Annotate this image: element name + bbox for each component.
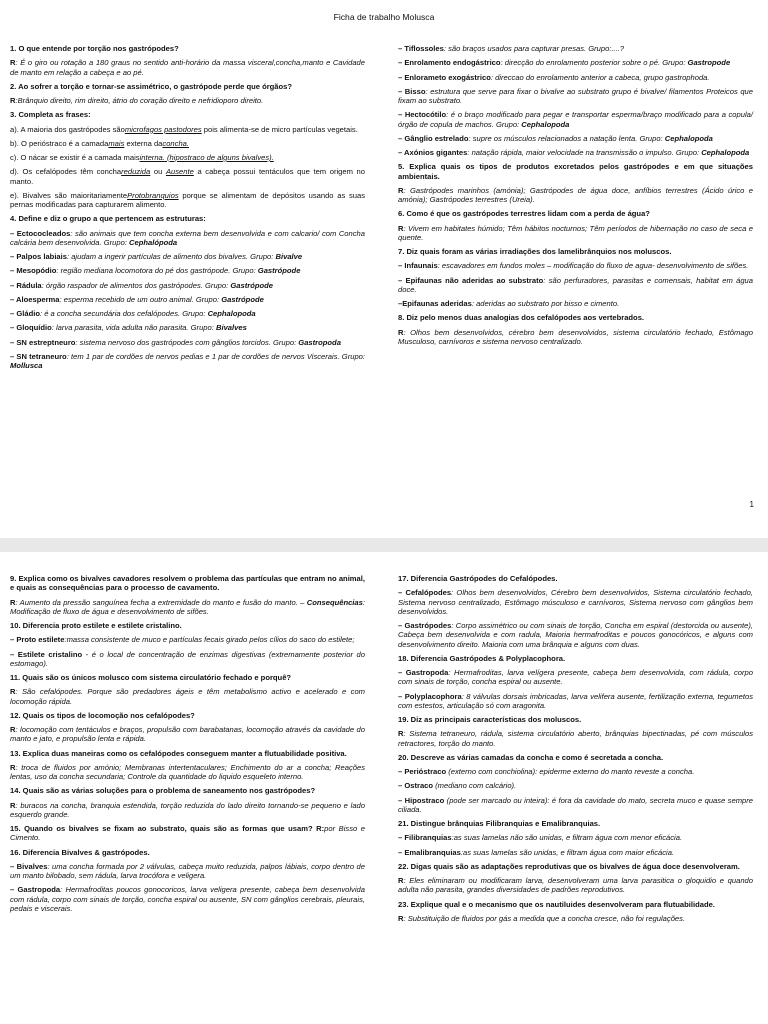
definition-text: : escavadores em fundos moles – modificação do fluxo de agua- desenvolvimento de sifões. — [437, 261, 749, 271]
question — [10, 82, 365, 91]
term-label: – Emalibranquias — [398, 847, 461, 857]
definition-text: : Modificação de fluxo de água e desenvolvimento de sifões. — [10, 597, 365, 616]
answer-block — [10, 323, 365, 332]
definition-text: : Gastrópodes marinhos (amónia); Gastrópodes de água doce, anfíbios terrestres (Ácido úrico e amónia); Gastrópodes terrestres (Ureia). — [398, 185, 753, 204]
term-label: – SN tetraneuro — [10, 351, 67, 361]
term-label: – Gloquídio — [10, 323, 52, 333]
definition-text: : Substituição de fluidos por gás a medida que a concha cresce, não foi regulações. — [403, 913, 686, 923]
question — [10, 824, 365, 843]
answer-block — [398, 186, 753, 205]
term-label: R — [10, 96, 16, 105]
question — [10, 673, 365, 682]
sentence-text: a cabeça possui tentáculos que tem origem no manto. — [10, 167, 365, 186]
answer-block — [398, 44, 753, 53]
answer-block — [10, 801, 365, 820]
definition-text: : larva parasita, vida adulta não parasita. Grupo: — [51, 323, 216, 333]
term-label: R — [398, 913, 404, 923]
answer-block — [10, 338, 365, 347]
answer-block — [10, 281, 365, 290]
definition-text: : troca de fluidos por amónio; Membranas intertentaculares; Enchimento do ar a concha; Reações lentas, uso da concha secundaria; Controle da quantidade do liquido esqueleto interno. — [10, 762, 365, 781]
answer-block — [10, 153, 365, 162]
blank-answer: concha. — [162, 138, 190, 148]
answer-block — [398, 148, 753, 157]
term-label: R — [10, 58, 16, 68]
answer-block — [398, 87, 753, 106]
definition-text: : ajudam a ingerir partículas de alimento dos bivalves. Grupo: — [66, 252, 276, 261]
term-label: R — [398, 223, 404, 233]
answer-block — [398, 621, 753, 649]
page2-right-column — [398, 574, 753, 928]
answer-block — [10, 352, 365, 371]
group-name: Gastropode — [687, 58, 731, 68]
term-label: R — [398, 876, 404, 885]
definition-text: : Hermafroditas, larva velígera presente, cabeça bem desenvolvida, com rádula, corpo com sinais de torção, concha espiral ou ausente. — [398, 668, 753, 687]
definition-text: : é a concha secundária dos cefalópodes. Grupo: — [39, 309, 208, 318]
definition-text: : natação rápida, maior velocidade na transmissão o impulso. Grupo: — [467, 148, 702, 157]
answer-block — [398, 796, 753, 815]
answer-block — [398, 692, 753, 711]
question-text: 3. Completa as frases: — [10, 110, 91, 120]
term-label: R — [10, 762, 16, 772]
term-label: R — [10, 597, 16, 607]
definition-text: : Eles eliminaram ou modificaram larva, desenvolveram uma larva parasitica o gloquidio e quando adulta não parasita, grandes diversidades de padrões reprodutivos. — [398, 876, 753, 895]
answer-block — [10, 862, 365, 881]
question-text: 8. Diz pelo menos duas analogias dos cefalópodes aos vertebrados. — [398, 313, 645, 323]
sentence-text: ou — [150, 167, 166, 177]
sentence-text: externa da — [124, 138, 163, 148]
answer-block — [398, 299, 753, 308]
term-label: – Ectococleados — [10, 228, 71, 238]
definition-text: : Vivem em habitates húmido; Têm hábitos nocturnos; Têm períodos de hibernação no caso de seca e quente. — [398, 223, 753, 242]
question-text: 1. O que entende por torção nos gastrópodes? — [10, 44, 179, 53]
term-label: – Gânglio estrelado — [398, 133, 469, 143]
question — [10, 621, 365, 630]
term-label: – Perióstraco — [398, 767, 447, 776]
question-text: 9. Explica como os bivalves cavadores resolvem o problema das partículas que entram no animal, e quais as consequências para o processo de cavamento. — [10, 574, 365, 593]
term-label: R — [10, 725, 16, 734]
answer-block — [10, 687, 365, 706]
definition-text: : locomoção com tentáculos e braços, propulsão com barabatanas, locomoção através da cavidade do manto e jato, e propulsão lenta e rápida. — [10, 725, 365, 744]
question — [10, 711, 365, 720]
answer-block — [398, 588, 753, 616]
definition-text: : é o braço modificado para pegar e transportar esperma/braço modificado para a copula/órgão de copula de machos. Grupo: — [398, 110, 754, 129]
group-name: Cephalopoda — [701, 148, 750, 157]
group-name: Gastrópode — [257, 266, 301, 276]
page1-left-column — [10, 44, 365, 375]
definition-text: : buracos na concha, branquia estendida, torção reduzida do lado direito tornando-se pequeno e lado esquerdo grande. — [10, 800, 365, 819]
page-number: 1 — [749, 500, 754, 509]
term-label: – Cefalópodes — [398, 588, 452, 598]
term-label: – Hipostraco — [398, 795, 445, 805]
group-name: Cephalópoda — [129, 237, 178, 247]
definition-text: : estrutura que serve para fixar o bivalve ao substrato grupo é bivalve/ filamentos Proteicos que fixam ao substrato. — [398, 86, 753, 105]
term-label: – Enlorameto exogástrico — [398, 72, 491, 82]
definition-text: : são perfuradores, parasitas e comensais, habitat em água doce. — [398, 275, 753, 294]
definition-text: : órgão raspador de alimentos dos gastrópodes. Grupo: — [41, 280, 231, 290]
blank-answer: microfagos pastodores — [124, 124, 202, 134]
question — [398, 862, 753, 871]
question — [398, 313, 753, 322]
answer-block — [398, 73, 753, 82]
question — [398, 819, 753, 828]
answer-block — [10, 885, 365, 913]
definition-text: : são animais que tem concha externa bem desenvolvida e com calcario/ com Concha calcária bem desenvolvida. Grupo: — [10, 228, 365, 247]
question — [398, 900, 753, 909]
definition-text: : Hermafroditas poucos gonocoricos, larva veligera presente, cabeça bem desenvolvida com rádula, corpo com sinais de torção, concha espiral ou ausente, SN com gânglios cerebrais, pleurais, pedais e viscerais. — [10, 885, 365, 913]
term-label: – Filibranquias — [398, 833, 452, 843]
question-text: 14. Quais são as várias soluções para o problema de saneamento nos gastrópodes? — [10, 786, 316, 796]
page2-left-column — [10, 574, 365, 918]
question-text: 20. Descreve as várias camadas da concha e como é secretada a concha. — [398, 752, 664, 762]
question — [398, 753, 753, 762]
term-label: – Gládio — [10, 309, 40, 318]
document-title: Ficha de trabalho Molusca — [333, 12, 435, 22]
definition-text: : esperma recebido de um outro animal. Grupo: — [59, 294, 222, 304]
term-label: – Gastropoda — [398, 668, 449, 677]
question-text: 11. Quais são os únicos molusco com sistema circulatório fechado e porquê? — [10, 673, 292, 682]
term-label: R — [398, 729, 404, 739]
term-label: – Bivalves — [10, 861, 48, 871]
answer-block — [10, 598, 365, 617]
answer-block — [398, 668, 753, 687]
definition-text: : tem 1 par de cordões de nervos pedias e 1 par de cordões de nervos Viscerais. Grupo: — [66, 351, 366, 361]
definition-text: - é o local de concentração de enzimas digestivas (extremamente posterior do estomago). — [10, 649, 366, 668]
question-text: 2. Ao sofrer a torção e tornar-se assimétrico, o gastrópode perde que órgãos? — [10, 81, 293, 91]
question-text: 22. Digas quais são as adaptações reprodutivas que os bivalves de água doce desenvolveram. — [398, 861, 740, 871]
term-label: R — [398, 327, 404, 337]
question-text: 5. Explica quais os tipos de produtos excretados pelos gastrópodes e em que situações ambientais. — [398, 162, 753, 181]
term-label: – Axónios gigantes — [398, 148, 468, 157]
term-label: – Epifaunas não aderidas ao substrato — [398, 275, 544, 285]
term-label: – Bisso — [398, 86, 426, 96]
question-text: 21. Distingue brânquias Filibranquias e Emalibranquias. — [398, 819, 601, 828]
group-name: Gastrópode — [230, 280, 273, 290]
definition-text: : são braços usados para capturar presas. Grupo:....? — [443, 44, 625, 53]
question — [10, 214, 365, 223]
term-label: – Estilete cristalino — [10, 649, 83, 659]
sentence-text: pois alimenta-se de micro partículas vegetais. — [201, 124, 358, 134]
definition-text: (pode ser marcado ou inteira): é fora da cavidade do mato, secreta muco e quase sempre ciliada. — [398, 795, 753, 814]
answer-block — [398, 261, 753, 270]
question-text: 16. Diferencia Bivalves & gastrópodes. — [10, 847, 150, 857]
question-text: 10. Diferencia proto estilete e estilete cristalino. — [10, 621, 182, 630]
question — [10, 110, 365, 119]
term-label: – Enrolamento endogástrico — [398, 58, 501, 68]
definition-text: : 8 válvulas dorsais imbricadas, larva velifera ausente, fertilização externa, tegumetos com estestos, articulação só com aragonita. — [398, 691, 753, 710]
definition-text: : É o giro ou rotação a 180 graus no sentido anti-horário da massa visceral,concha,manto e Cavidade de manto em relação a cabeça e ao pé. — [10, 58, 365, 77]
term-label: – Proto estilete — [10, 635, 65, 645]
sentence-text: c). O nácar se existir é a camada mais — [10, 153, 140, 162]
sentence-text: porque se alimentam de depósitos usando as suas pernas modificadas para capturarem alimento. — [10, 190, 366, 209]
group-name: Gastrópode — [221, 294, 264, 304]
question-text: 17. Diferencia Gastrópodes do Cefalópodes. — [398, 574, 558, 583]
answer-block — [10, 96, 365, 105]
answer-block — [398, 848, 753, 857]
sentence-text: e). Bivalves são maioritariamente — [10, 190, 128, 200]
answer-block — [10, 252, 365, 261]
answer-block — [10, 266, 365, 275]
answer-block — [10, 139, 365, 148]
definition-text: : Aumento da pressão sanguínea fecha a extremidade do manto e fusão do manto. – — [15, 597, 307, 607]
term-label: –Epifaunas aderidas — [398, 299, 472, 308]
question-text: 19. Diz as principais características dos moluscos. — [398, 715, 582, 724]
definition-text: : direcção do enrolamento posterior sobre o pé. Grupo: — [500, 58, 688, 68]
answer-block — [398, 58, 753, 67]
definition-text: : região mediana locomotora do pé dos gastrópode. Grupo: — [56, 266, 258, 276]
question-text: 23. Explique qual e o mecanismo que os nautiluides desenvolveram para flutuabilidade. — [398, 899, 715, 909]
term-label: – Rádula — [10, 280, 42, 290]
group-name: Bivalves — [215, 323, 247, 333]
term-label: R — [398, 185, 404, 195]
definition-text: : Corpo assimétrico ou com sinais de torção, Concha em espiral (destorcida ou ausente), Cabeça bem desenvolvida e com radula, Maioria hermafroditas e poucos gonocóricos, e alguns com desenvolvimento direito. Maioria com uma brânquia e alguns com duas. — [398, 621, 753, 649]
answer-block — [10, 309, 365, 318]
answer-block — [10, 58, 365, 77]
term-label: – Palpos labiais — [10, 252, 67, 261]
question-text: 4. Define e diz o grupo a que pertencem as estruturas: — [10, 214, 206, 224]
sentence-text: d). Os cefalópodes têm concha — [10, 167, 122, 177]
answer-block — [10, 763, 365, 782]
question-text: 13. Explica duas maneiras como os cefalópodes conseguem manter a flutuabilidade positiva. — [10, 748, 347, 758]
answer-block — [10, 191, 365, 210]
question — [398, 162, 753, 181]
question-text: 18. Diferencia Gastrópodes & Polyplacophora. — [398, 653, 566, 663]
answer-block — [10, 167, 365, 186]
term-label: – Tiflossoles — [398, 44, 444, 53]
term-label: – SN estreptneuro — [10, 337, 76, 347]
question — [10, 574, 365, 593]
question-text: 6. Como é que os gastrópodes terrestres lidam com a perda de água? — [398, 209, 650, 219]
group-name: Cephalopoda — [521, 119, 570, 129]
answer-block — [10, 125, 365, 134]
definition-text: (mediano com calcário). — [433, 781, 517, 791]
blank-answer: Ausente — [165, 167, 194, 177]
answer-block — [398, 729, 753, 748]
group-name: Mollusca — [10, 361, 43, 370]
blank-answer: Protobranquios — [127, 190, 179, 200]
answer-block — [398, 224, 753, 243]
answer-block — [398, 781, 753, 790]
question — [10, 749, 365, 758]
question — [398, 209, 753, 218]
answer-block — [398, 876, 753, 895]
term-label: – Ostraco — [398, 781, 434, 791]
definition-text: : supre os músculos relacionados a natação lenta. Grupo: — [468, 133, 665, 143]
question — [10, 44, 365, 53]
term-label: R — [10, 800, 16, 810]
answer-block — [398, 276, 753, 295]
sentence-text: b). O perióstraco é a camada — [10, 138, 109, 148]
answer-block — [398, 767, 753, 776]
group-name: Cephalopoda — [664, 133, 713, 143]
definition-text: : Olhos bem desenvolvidos, cérebro bem desenvolvidos, sistema circulatório fechado, Estômago Musculoso, carnívoros e sistema nervoso centralizado. — [398, 327, 753, 346]
definition-text: :Brânquio direito, rim direito, átrio do coração direito e nefridioporo direito. — [15, 96, 264, 105]
definition-text: :massa consistente de muco e partículas fecais girado pelos cílios do saco do estilete; — [64, 635, 355, 645]
term-label: – Mesopódio — [10, 266, 57, 276]
group-name: Bivalve — [275, 252, 303, 261]
group-name: Gastropoda — [298, 337, 341, 347]
answer-block — [398, 134, 753, 143]
question — [398, 654, 753, 663]
definition-text: : São cefalópodes. Porque são predadores ágeis e têm metabolismo activo e acelerado e com locomoção rápida. — [10, 687, 365, 706]
term-label: – Polyplacophora — [398, 691, 462, 701]
question-text: 12. Quais os tipos de locomoção nos cefalópodes? — [10, 710, 195, 720]
definition-text: : Sistema tetraneuro, rádula, sistema circulatório aberto, brânquias bipectinadas, pé com músculos retractores, torção do manto. — [398, 729, 753, 748]
answer-block — [398, 110, 753, 129]
blank-answer: reduzida — [121, 167, 151, 177]
term-label: – Gastrópodes — [398, 621, 452, 630]
term-label: – Hectocótilo — [398, 110, 447, 120]
term-label: Consequências — [306, 597, 363, 607]
answer-block — [10, 229, 365, 248]
definition-text: : direccao do enrolamento anterior a cabeca, grupo gastrophoda. — [490, 72, 710, 82]
question-text: 15. Quando os bivalves se fixam ao substrato, quais são as formas que usam? R: — [10, 824, 325, 833]
answer-text: por Bisso e Cimento. — [10, 824, 365, 843]
page1-right-column — [398, 44, 753, 351]
answer-block — [10, 725, 365, 744]
question-text: 7. Diz quais foram as várias irradiações dos lamelibrânquios nos moluscos. — [398, 247, 672, 256]
question — [398, 247, 753, 256]
definition-text: (externo com conchiolina): epiderme externo do manto reveste a concha. — [446, 767, 695, 776]
document-page-2 — [0, 552, 768, 1024]
group-name: Cephalopoda — [207, 309, 256, 318]
blank-answer: interna. (hipostraco de alguns bivalves). — [139, 153, 274, 162]
question — [398, 574, 753, 583]
answer-block — [398, 914, 753, 923]
answer-block — [10, 635, 365, 644]
blank-answer: mais — [108, 138, 125, 148]
term-label: – Infaunais — [398, 261, 438, 271]
definition-text: : aderidas ao substrato por bisso e cimento. — [471, 299, 620, 308]
definition-text: : sistema nervoso dos gastrópodes com gânglios torcidos. Grupo: — [75, 337, 299, 347]
definition-text: : Olhos bem desenvolvidos, Cérebro bem desenvolvidos, Sistema circulatório fechado, Sistema nervoso centralizado, Estômago músculoso e carnívoros, Sistema nervoso com gânglios bem desenvolvidos. — [398, 588, 753, 616]
term-label: – Aloesperma — [10, 294, 60, 304]
answer-block — [10, 295, 365, 304]
definition-text: : uma concha formada por 2 válvulas, cabeça muito reduzida, palpos lábiais, corpo dentro de um manto bilobado, sem rádula, larva trocófora e veligera. — [10, 861, 366, 880]
question — [398, 715, 753, 724]
definition-text: :as suas lamelas não são unidas, e filtram água com menor eficácia. — [451, 833, 683, 843]
definition-text: :as suas lamelas são unidas, e filtram água com maior eficácia. — [460, 847, 675, 857]
term-label: – Gastropoda — [10, 885, 61, 895]
sentence-text: a). A maioria dos gastrópodes são — [10, 124, 125, 134]
answer-block — [10, 650, 365, 669]
term-label: R — [10, 687, 16, 697]
answer-block — [398, 833, 753, 842]
answer-block — [398, 328, 753, 347]
question — [10, 786, 365, 795]
question — [10, 848, 365, 857]
